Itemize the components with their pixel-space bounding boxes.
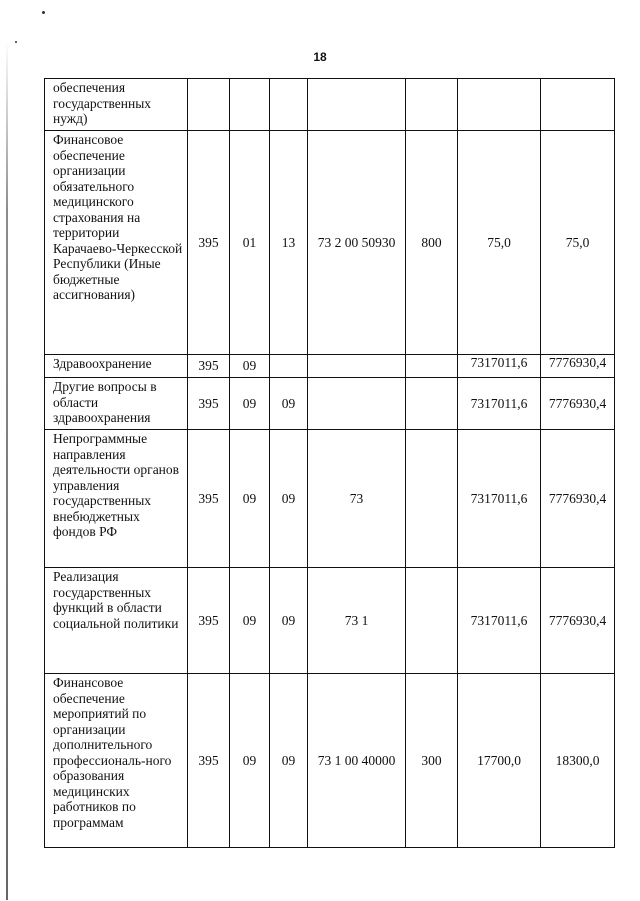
cell-amount-2: 7776930,4 xyxy=(541,355,615,378)
cell-expense-type xyxy=(406,355,458,378)
cell-amount-1 xyxy=(458,79,541,131)
row-name: Непрограммные направления деятельности органов управления государственных внебюджетных фондов РФ xyxy=(45,430,188,568)
cell-subsection xyxy=(270,355,308,378)
cell-expense-type: 300 xyxy=(406,674,458,848)
cell-code: 395 xyxy=(188,131,230,355)
cell-amount-1: 7317011,6 xyxy=(458,378,541,430)
cell-code: 395 xyxy=(188,355,230,378)
table-row xyxy=(45,378,615,430)
row-name: обеспечения государственных нужд) xyxy=(45,79,188,131)
cell-target: 73 1 00 40000 xyxy=(308,674,406,848)
cell-expense-type xyxy=(406,430,458,568)
cell-subsection: 09 xyxy=(270,378,308,430)
cell-subsection: 09 xyxy=(270,430,308,568)
budget-table xyxy=(44,78,615,848)
cell-amount-2 xyxy=(541,79,615,131)
row-name: Финансовое обеспечение мероприятий по организации дополнительного профессиональ-ного образования медицинских работников по программам xyxy=(45,674,188,848)
table-row xyxy=(45,568,615,674)
table-row xyxy=(45,430,615,568)
cell-code: 395 xyxy=(188,430,230,568)
table-row xyxy=(45,674,615,848)
cell-target: 73 2 00 50930 xyxy=(308,131,406,355)
cell-target: 73 1 xyxy=(308,568,406,674)
cell-code: 395 xyxy=(188,568,230,674)
scan-left-edge xyxy=(6,40,8,900)
page-number: 18 xyxy=(313,50,327,64)
cell-code xyxy=(188,79,230,131)
cell-amount-2: 7776930,4 xyxy=(541,430,615,568)
cell-section: 09 xyxy=(230,430,270,568)
cell-section: 09 xyxy=(230,378,270,430)
scan-speck xyxy=(15,41,17,43)
cell-expense-type xyxy=(406,378,458,430)
cell-amount-1: 75,0 xyxy=(458,131,541,355)
row-name: Здравоохранение xyxy=(45,355,188,378)
cell-target xyxy=(308,79,406,131)
cell-subsection xyxy=(270,79,308,131)
cell-amount-2: 18300,0 xyxy=(541,674,615,848)
row-name: Финансовое обеспечение организации обязательного медицинского страхования на территории Карачаево-Черкесской Республики (Иные бюджетные ассигнования) xyxy=(45,131,188,355)
row-name: Реализация государственных функций в области социальной политики xyxy=(45,568,188,674)
table-row xyxy=(45,355,615,378)
cell-expense-type xyxy=(406,568,458,674)
cell-amount-2: 75,0 xyxy=(541,131,615,355)
cell-section: 01 xyxy=(230,131,270,355)
cell-target xyxy=(308,355,406,378)
cell-amount-1: 7317011,6 xyxy=(458,430,541,568)
cell-amount-1: 17700,0 xyxy=(458,674,541,848)
cell-section: 09 xyxy=(230,568,270,674)
table-row xyxy=(45,131,615,355)
cell-subsection: 09 xyxy=(270,674,308,848)
cell-subsection: 09 xyxy=(270,568,308,674)
row-name: Другие вопросы в области здравоохранения xyxy=(45,378,188,430)
cell-amount-1: 7317011,6 xyxy=(458,355,541,378)
cell-section: 09 xyxy=(230,674,270,848)
cell-section: 09 xyxy=(230,355,270,378)
cell-target xyxy=(308,378,406,430)
cell-amount-2: 7776930,4 xyxy=(541,378,615,430)
cell-section xyxy=(230,79,270,131)
table-row xyxy=(45,79,615,131)
cell-amount-2: 7776930,4 xyxy=(541,568,615,674)
cell-code: 395 xyxy=(188,674,230,848)
cell-code: 395 xyxy=(188,378,230,430)
scan-speck xyxy=(42,11,45,14)
cell-expense-type xyxy=(406,79,458,131)
cell-subsection: 13 xyxy=(270,131,308,355)
cell-target: 73 xyxy=(308,430,406,568)
cell-amount-1: 7317011,6 xyxy=(458,568,541,674)
cell-expense-type: 800 xyxy=(406,131,458,355)
